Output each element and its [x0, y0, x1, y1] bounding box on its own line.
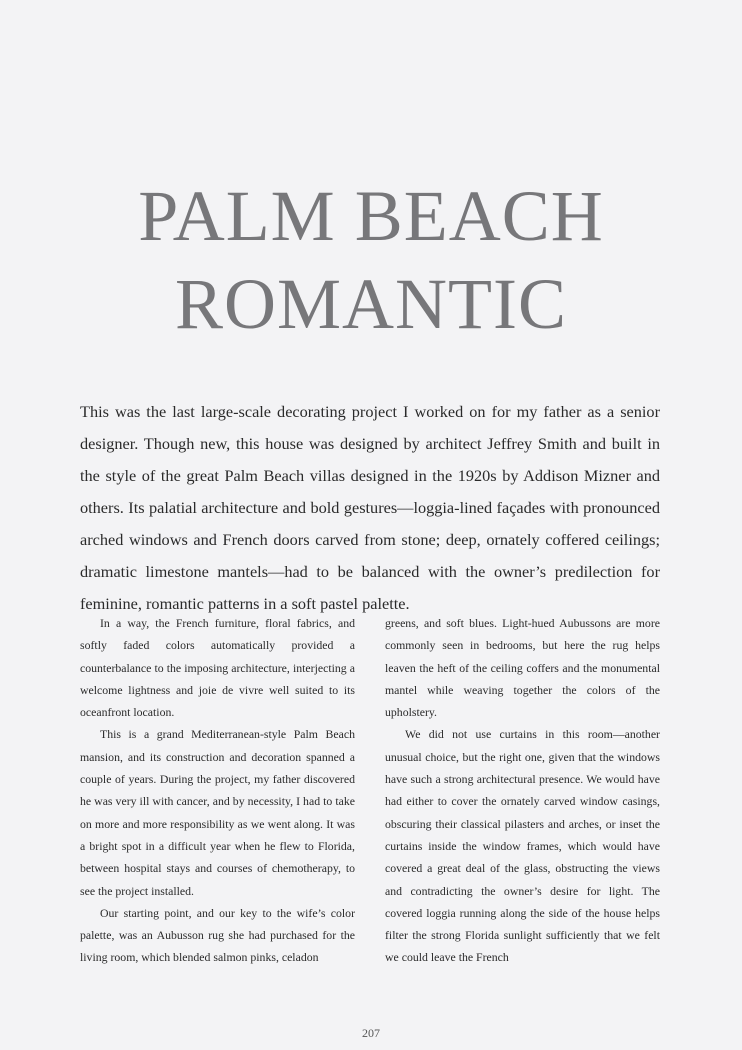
chapter-title-line-1: PALM BEACH: [138, 176, 604, 256]
chapter-title: [0, 172, 742, 348]
left-paragraph-2: This is a grand Mediterranean-style Palm Beach mansion, and its construction and decoration spanned a couple of years. During the project, my father discovered he was very ill with cancer, and by necessity, I had to take on more and more responsibility as we went along. It was a bright spot in a difficult year when he flew to Florida, between hospital stays and courses of chemotherapy, to see the project installed.: [80, 727, 355, 898]
right-column: [385, 612, 660, 969]
right-paragraph-1: greens, and soft blues. Light-hued Aubussons are more commonly seen in bedrooms, but here the rug helps leaven the heft of the ceiling coffers and the monumental mantel while weaving together the colors of the upholstery.: [385, 616, 660, 720]
page-number: 207: [362, 1026, 380, 1040]
left-paragraph-1: In a way, the French furniture, floral fabrics, and softly faded colors automatically provided a counterbalance to the imposing architecture, interjecting a welcome lightness and joie de vivre well suited to its oceanfront location.: [80, 616, 355, 720]
left-column: [80, 612, 355, 969]
right-paragraph-2: We did not use curtains in this room—another unusual choice, but the right one, given that the windows have such a strong architectural presence. We would have had either to cover the ornately carved window casings, obscuring their classical pilasters and arches, or inset the curtains inside the window frames, which would have covered a great deal of the glass, obstructing the views and contradicting the owner’s desire for light. The covered loggia running along the side of the house helps filter the strong Florida sunlight sufficiently that we felt we could leave the French: [385, 727, 660, 965]
left-paragraph-3: Our starting point, and our key to the wife’s color palette, was an Aubusson rug she had purchased for the living room, which blended salmon pinks, celadon: [80, 905, 355, 965]
chapter-title-line-2: ROMANTIC: [174, 264, 567, 344]
intro-paragraph: This was the last large-scale decorating project I worked on for my father as a senior designer. Though new, this house was designed by architect Jeffrey Smith and built in the style of the great Palm Beach villas designed in the 1920s by Addison Mizner and others. Its palatial architecture and bold gestures—loggia-lined façades with pronounced arched windows and French doors carved from stone; deep, ornately coffered ceilings; dramatic limestone mantels—had to be balanced with the owner’s predilection for feminine, romantic patterns in a soft pastel palette.: [80, 402, 660, 613]
